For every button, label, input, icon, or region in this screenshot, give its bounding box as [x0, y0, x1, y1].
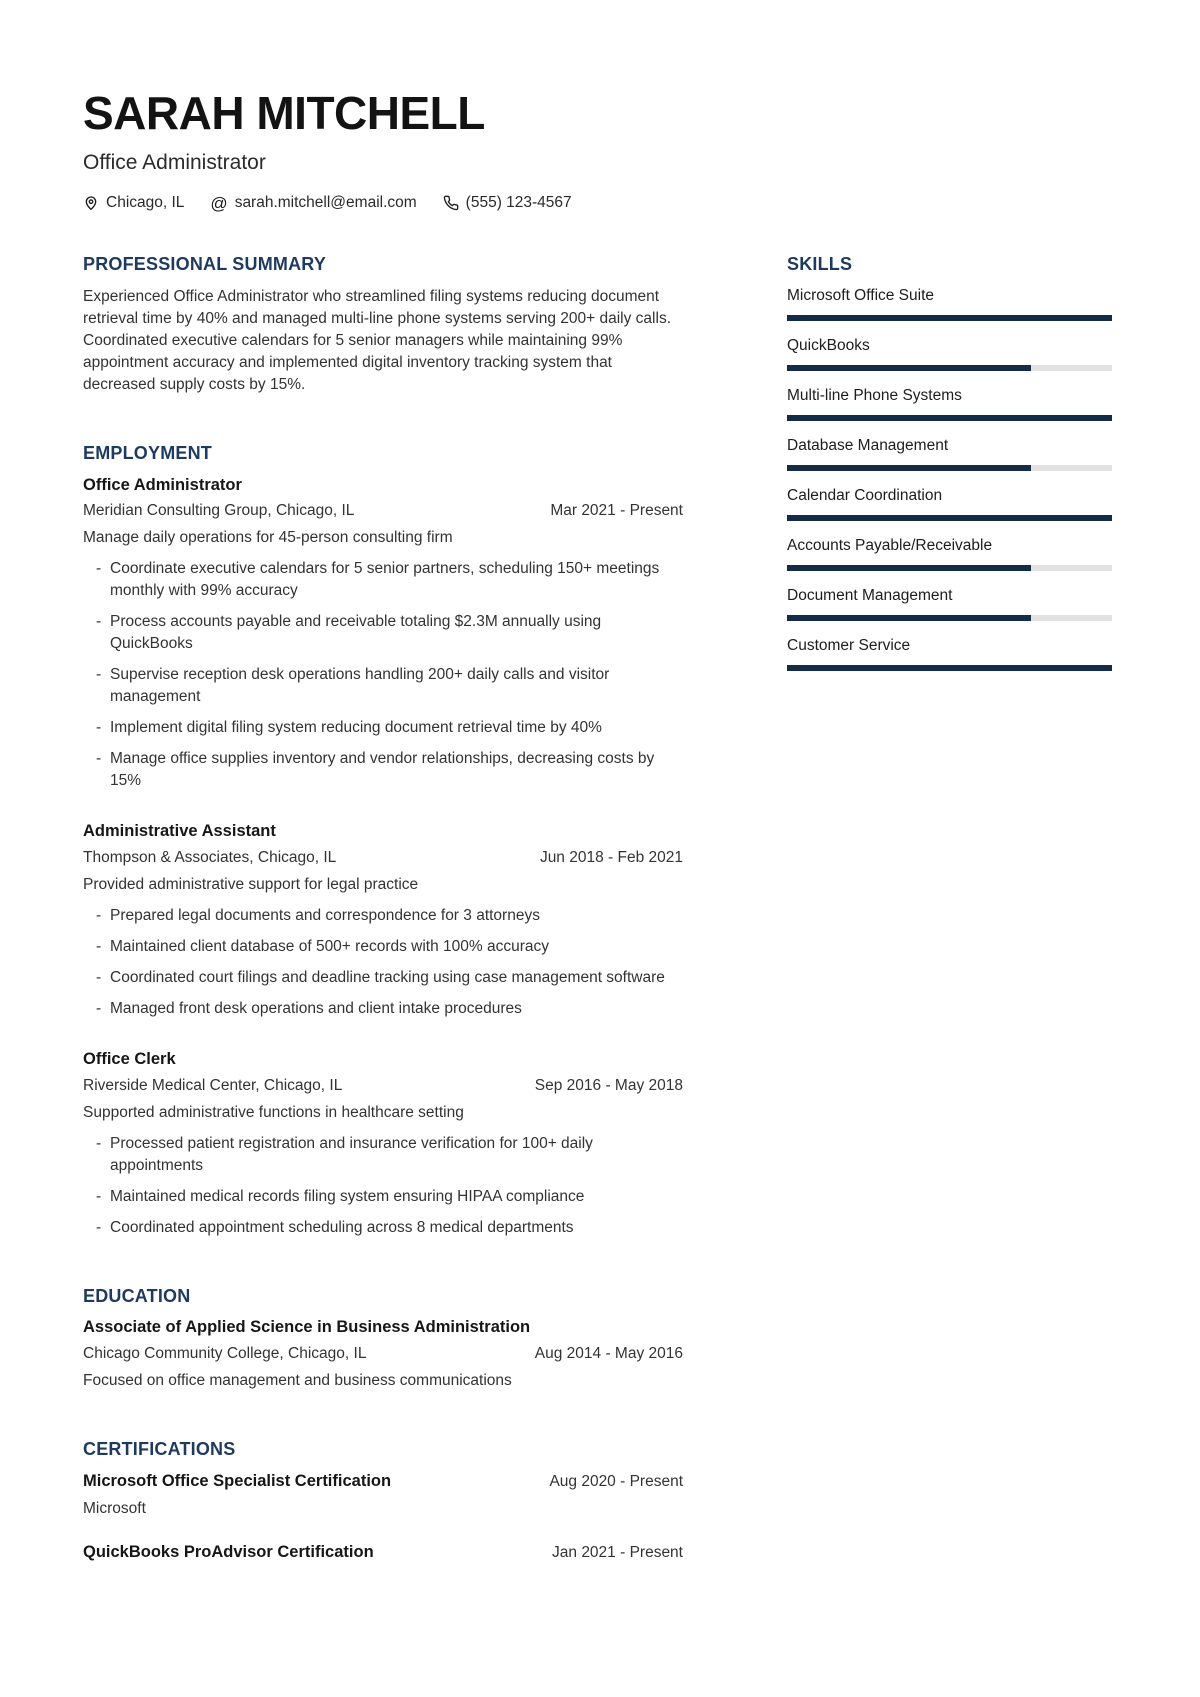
bullet-dash: -: [96, 666, 102, 684]
skill-item: [787, 636, 1112, 671]
job-bullet: - Coordinate executive calendars for 5 senior partners, scheduling 150+ meetings monthly with 99% accuracy: [96, 560, 660, 600]
job-meta: [83, 1076, 683, 1096]
job-entry: [83, 475, 683, 793]
contact-phone: [443, 194, 572, 212]
job-bullet: - Coordinated court filings and deadline tracking using case management software: [83, 967, 683, 989]
skill-bar-fill: [787, 415, 1112, 421]
skill-bar-track: [787, 615, 1112, 621]
degree-meta: [83, 1344, 683, 1364]
job-entry: [83, 1049, 683, 1239]
skill-bar-fill: [787, 365, 1031, 371]
sidebar-column: [787, 254, 1112, 1563]
skill-label: Accounts Payable/Receivable: [787, 536, 993, 554]
skill-item: [787, 436, 1112, 471]
skill-item: [787, 386, 1112, 421]
certification-entry: [83, 1542, 683, 1563]
location-pin-icon: [83, 195, 99, 211]
certification-dates: Jan 2021 - Present: [552, 1544, 683, 1562]
bullet-dash: -: [96, 719, 102, 737]
skill-item: [787, 586, 1112, 621]
skill-bar-track: [787, 515, 1112, 521]
job-bullet: - Prepared legal documents and correspondence for 3 attorneys: [83, 905, 683, 927]
education-entry: [83, 1317, 683, 1392]
degree-description: Focused on office management and business communications: [83, 1372, 512, 1390]
education-section: [83, 1286, 683, 1392]
job-title: Office Administrator: [83, 475, 242, 494]
certification-dates: Aug 2020 - Present: [549, 1472, 683, 1490]
skill-bar-track: [787, 465, 1112, 471]
bullet-dash: -: [96, 560, 102, 578]
resume-body: [83, 254, 1112, 1563]
skill-bar-track: [787, 365, 1112, 371]
degree-title: Associate of Applied Science in Business Administration: [83, 1318, 531, 1337]
skill-bar-fill: [787, 465, 1031, 471]
degree-school: Chicago Community College, Chicago, IL: [83, 1344, 367, 1362]
job-description: Manage daily operations for 45-person consulting firm: [83, 529, 453, 547]
skill-bar-fill: [787, 665, 1112, 671]
job-bullet: - Supervise reception desk operations handling 200+ daily calls and visitor management: [96, 666, 610, 706]
contact-email: [210, 194, 416, 212]
bullet-dash: -: [96, 1218, 102, 1236]
bullet-dash: -: [96, 999, 102, 1017]
job-company: Meridian Consulting Group, Chicago, IL: [83, 502, 355, 520]
employment-section: [83, 443, 683, 1239]
skill-label: Calendar Coordination: [787, 486, 943, 504]
certifications-section: [83, 1439, 683, 1564]
job-bullet: - Implement digital filing system reducing document retrieval time by 40%: [83, 717, 683, 739]
certification-meta: [83, 1542, 683, 1563]
job-bullet-list: [83, 558, 683, 792]
skill-bar-fill: [787, 315, 1112, 321]
job-description: Supported administrative functions in healthcare setting: [83, 1103, 464, 1121]
job-dates: Sep 2016 - May 2018: [534, 1076, 683, 1094]
degree-dates: Aug 2014 - May 2016: [534, 1344, 683, 1362]
job-dates: Mar 2021 - Present: [550, 502, 683, 520]
skill-label: Document Management: [787, 586, 953, 604]
bullet-dash: -: [96, 968, 102, 986]
job-bullet: - Process accounts payable and receivable totaling $2.3M annually using QuickBooks: [96, 613, 602, 653]
certification-title: Microsoft Office Specialist Certification: [83, 1471, 392, 1490]
summary-section: [83, 254, 683, 396]
job-bullet: - Maintained client database of 500+ records with 100% accuracy: [83, 936, 683, 958]
certification-meta: [83, 1471, 683, 1492]
employment-heading: EMPLOYMENT: [83, 442, 213, 463]
bullet-dash: -: [96, 1187, 102, 1205]
job-entry: [83, 821, 683, 1020]
at-sign-icon: @: [210, 193, 228, 213]
resume-header: [83, 87, 1112, 213]
skill-bar-track: [787, 315, 1112, 321]
skill-item: [787, 536, 1112, 571]
main-column: [83, 254, 683, 1563]
certifications-heading: CERTIFICATIONS: [83, 1438, 236, 1459]
contact-phone-text: (555) 123-4567: [465, 194, 572, 212]
job-title: Administrative Assistant: [83, 822, 276, 841]
skill-label: Customer Service: [787, 636, 911, 654]
certification-entry: [83, 1471, 683, 1518]
contact-email-text: sarah.mitchell@email.com: [234, 194, 417, 212]
job-bullet: - Coordinated appointment scheduling across 8 medical departments: [83, 1217, 683, 1239]
skills-heading: SKILLS: [787, 254, 853, 275]
education-heading: EDUCATION: [83, 1285, 191, 1306]
job-company: Riverside Medical Center, Chicago, IL: [83, 1076, 343, 1094]
job-bullet-list: [83, 1133, 683, 1239]
skill-item: [787, 286, 1112, 321]
bullet-dash: -: [96, 906, 102, 924]
job-bullet: - Managed front desk operations and client intake procedures: [83, 998, 683, 1020]
job-meta: [83, 501, 683, 521]
bullet-dash: -: [96, 750, 102, 768]
job-bullet: - Maintained medical records filing system ensuring HIPAA compliance: [83, 1186, 683, 1208]
job-title: Office Clerk: [83, 1049, 176, 1068]
skills-section: [787, 254, 1112, 671]
summary-text: Experienced Office Administrator who streamlined filing systems reducing document retrieval time by 40% and managed multi-line phone systems serving 200+ daily calls. Coordinated executive calendars for 5 senior managers while maintaining 99% appointment accuracy and implemented digital inventory tracking system that decreased supply costs by 15%.: [83, 287, 672, 393]
bullet-dash: -: [96, 937, 102, 955]
phone-icon: [443, 195, 459, 211]
contact-row: [83, 194, 1112, 212]
skill-bar-track: [787, 565, 1112, 571]
certification-title: QuickBooks ProAdvisor Certification: [83, 1543, 374, 1562]
skill-label: Multi-line Phone Systems: [787, 386, 962, 404]
job-bullet: - Manage office supplies inventory and vendor relationships, decreasing costs by 15%: [96, 750, 655, 790]
skill-bar-track: [787, 665, 1112, 671]
job-dates: Jun 2018 - Feb 2021: [539, 848, 683, 866]
certification-issuer: Microsoft: [83, 1500, 146, 1518]
job-bullet-list: [83, 905, 683, 1020]
skill-label: Microsoft Office Suite: [787, 286, 935, 304]
job-meta: [83, 848, 683, 868]
skill-bar-fill: [787, 615, 1031, 621]
skill-bar-fill: [787, 515, 1112, 521]
job-description: Provided administrative support for legal practice: [83, 875, 419, 893]
person-job-title: Office Administrator: [83, 151, 266, 174]
bullet-dash: -: [96, 1134, 102, 1152]
summary-heading: PROFESSIONAL SUMMARY: [83, 254, 327, 275]
job-bullet: - Processed patient registration and insurance verification for 100+ daily appointments: [96, 1134, 593, 1174]
job-company: Thompson & Associates, Chicago, IL: [83, 848, 337, 866]
skill-label: Database Management: [787, 436, 949, 454]
contact-location: [83, 194, 184, 212]
skill-label: QuickBooks: [787, 336, 870, 354]
skill-item: [787, 486, 1112, 521]
skill-bar-fill: [787, 565, 1031, 571]
person-name: SARAH MITCHELL: [83, 87, 485, 139]
skill-bar-track: [787, 415, 1112, 421]
skill-item: [787, 336, 1112, 371]
bullet-dash: -: [96, 613, 102, 631]
contact-location-text: Chicago, IL: [106, 194, 185, 212]
